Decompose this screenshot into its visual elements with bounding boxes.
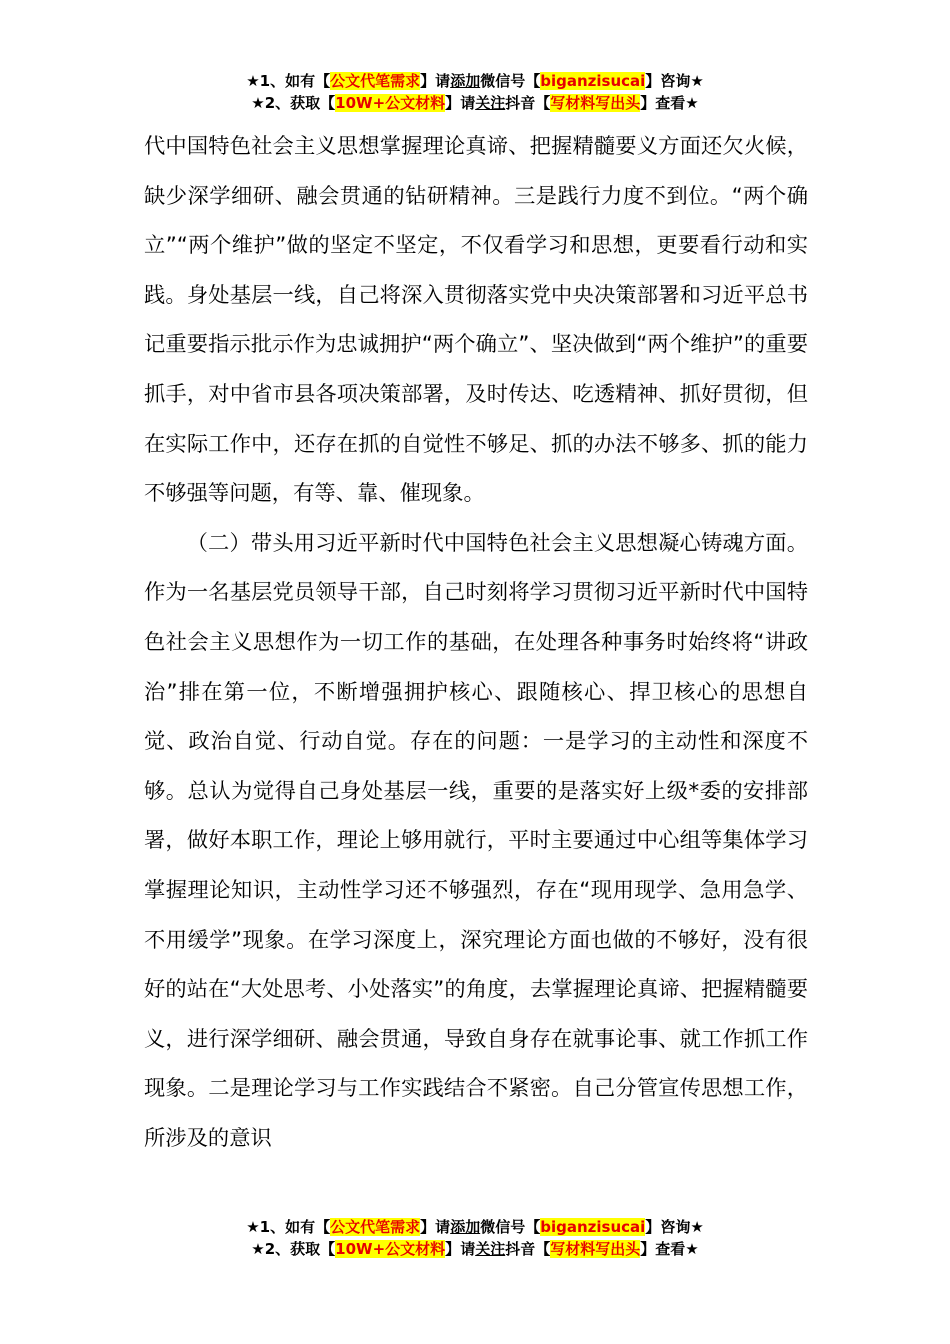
- banner-text: 查看★: [655, 1240, 699, 1258]
- bracket: 】: [445, 1240, 461, 1258]
- banner-text: 咨询★: [660, 72, 704, 90]
- bracket: 】: [645, 1218, 661, 1236]
- banner-text: 请: [435, 72, 451, 90]
- footer-line-1: [0, 1216, 950, 1238]
- banner-text: 请: [460, 94, 476, 112]
- banner-text: ★1、如有: [246, 1218, 316, 1236]
- bracket: 【: [525, 72, 541, 90]
- footer-banner: [0, 1216, 950, 1260]
- banner-line-1: [0, 70, 950, 92]
- footer-line-2: [0, 1238, 950, 1260]
- bracket: 【: [525, 1218, 541, 1236]
- banner-text: 抖音: [505, 1240, 536, 1258]
- bracket: 】: [445, 94, 461, 112]
- banner-underlined: 添加: [450, 1218, 481, 1236]
- banner-text: 微信号: [480, 1218, 526, 1236]
- bracket: 】: [640, 1240, 656, 1258]
- banner-text: 抖音: [505, 94, 536, 112]
- paragraph-section-two: （二）带头用习近平新时代中国特色社会主义思想凝心铸魂方面。作为一名基层党员领导干部，自己时刻将学习贯彻习近平新时代中国特色社会主义思想作为一切工作的基础，在处理各种事务时始终将“讲政治”排在第一位，不断增强拥护核心、跟随核心、捍卫核心的思想自觉、政治自觉、行动自觉。存在的问题：一是学习的主动性和深度不够。总认为觉得自己身处基层一线，重要的是落实好上级*委的安排部署，做好本职工作，理论上够用就行，平时主要通过中心组等集体学习掌握理论知识，主动性学习还不够强烈，存在“现用现学、急用急学、不用缓学”现象。在学习深度上，深究理论方面也做的不够好，没有很好的站在“大处思考、小处落实”的角度，去掌握理论真谛、把握精髓要义，进行深学细研、融会贯通，导致自身存在就事论事、就工作抓工作现象。二是理论学习与工作实践结合不紧密。自己分管宣传思想工作，所涉及的意识: [144, 530, 808, 1151]
- highlight-douyin-account: 写材料写出头: [550, 1240, 641, 1258]
- highlight-douyin-account: 写材料写出头: [550, 94, 641, 112]
- banner-text: 请: [460, 1240, 476, 1258]
- banner-text: 咨询★: [660, 1218, 704, 1236]
- banner-text: 请: [435, 1218, 451, 1236]
- bracket: 】: [640, 94, 656, 112]
- highlight-materials: 10W+公文材料: [335, 1240, 446, 1258]
- highlight-service: 公文代笔需求: [330, 72, 421, 90]
- banner-text: 查看★: [655, 94, 699, 112]
- banner-underlined: 添加: [450, 72, 481, 90]
- bracket: 【: [535, 94, 551, 112]
- highlight-service: 公文代笔需求: [330, 1218, 421, 1236]
- header-banner: [0, 70, 950, 114]
- paragraph-continued: 代中国特色社会主义思想掌握理论真谛、把握精髓要义方面还欠火候，缺少深学细研、融会贯通的钻研精神。三是践行力度不到位。“两个确立”“两个维护”做的坚定不坚定，不仅看学习和思想，更要看行动和实践。身处基层一线，自己将深入贯彻落实党中央决策部署和习近平总书记重要指示批示作为忠诚拥护“两个确立”、坚决做到“两个维护”的重要抓手，对中省市县各项决策部署，及时传达、吃透精神、抓好贯彻，但在实际工作中，还存在抓的自觉性不够足、抓的办法不够多、抓的能力不够强等问题，有等、靠、催现象。: [144, 134, 808, 507]
- bracket: 【: [320, 94, 336, 112]
- highlight-wechat-id: biganzisucai: [540, 72, 646, 90]
- banner-line-2: [0, 92, 950, 114]
- highlight-materials: 10W+公文材料: [335, 94, 446, 112]
- banner-text: 微信号: [480, 72, 526, 90]
- bracket: 】: [420, 72, 436, 90]
- banner-text: ★2、获取: [251, 1240, 321, 1258]
- bracket: 【: [315, 72, 331, 90]
- banner-text: ★1、如有: [246, 72, 316, 90]
- highlight-wechat-id: biganzisucai: [540, 1218, 646, 1236]
- banner-underlined: 关注: [475, 94, 506, 112]
- banner-underlined: 关注: [475, 1240, 506, 1258]
- document-body: [144, 122, 808, 1163]
- bracket: 【: [535, 1240, 551, 1258]
- bracket: 【: [320, 1240, 336, 1258]
- bracket: 【: [315, 1218, 331, 1236]
- bracket: 】: [645, 72, 661, 90]
- banner-text: ★2、获取: [251, 94, 321, 112]
- bracket: 】: [420, 1218, 436, 1236]
